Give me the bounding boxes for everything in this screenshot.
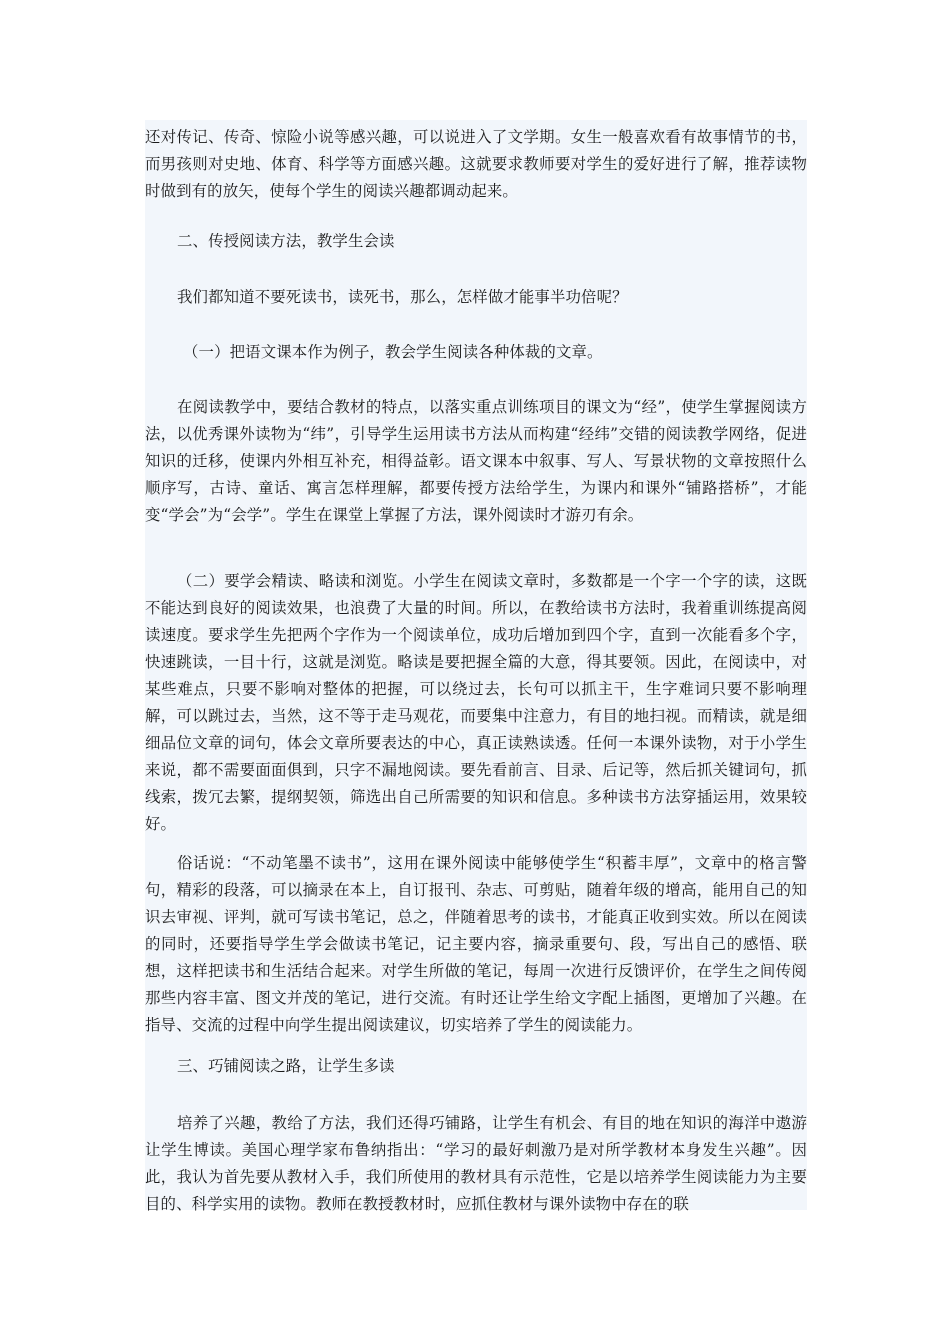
paragraph-reading-notes: 俗话说：“不动笔墨不读书”，这用在课外阅读中能够使学生“积蓄丰厚”，文章中的格言警句，精彩的段落，可以摘录在本上，自订报刊、杂志、可剪贴，随着年级的增高，能用自己的知识去审视、评判，就可写读书笔记，总之，伴随着思考的读书，才能真正收到实效。所以在阅读的同时，还要指导学生学会做读书笔记，记主要内容，摘录重要句、段，写出自己的感悟、联想，这样把读书和生活结合起来。对学生所做的笔记，每周一次进行反馈评价，在学生之间传阅那些内容丰富、图文并茂的笔记，进行交流。有时还让学生给文字配上插图，更增加了兴趣。在指导、交流的过程中向学生提出阅读建议，切实培养了学生的阅读能力。 [145, 854, 807, 1034]
paragraph-teaching-method: 在阅读教学中，要结合教材的特点，以落实重点训练项目的课文为“经”，使学生掌握阅读方法，以优秀课外读物为“纬”，引导学生运用读书方法从而构建“经纬”交错的阅读教学网络，促进知识的迁移，使课内外相互补充，相得益彰。语文课本中叙事、写人、写景状物的文章按照什么顺序写，古诗、童话、寓言怎样理解，都要传授方法给学生，为课内和课外“铺路搭桥”，才能变“学会”为“会学”。学生在课堂上掌握了方法，课外阅读时才游刃有余。 [145, 398, 807, 524]
paragraph-reading-speed: （二）要学会精读、略读和浏览。小学生在阅读文章时，多数都是一个字一个字的读，这既不能达到良好的阅读效果，也浪费了大量的时间。所以，在教给读书方法时，我着重训练提高阅读速度。要求学生先把两个字作为一个阅读单位，成功后增加到四个字，直到一次能看多个字，快速跳读，一目十行，这就是浏览。略读是要把握全篇的大意，得其要领。因此，在阅读中，对某些难点，只要不影响对整体的把握，可以绕过去，长句可以抓主干，生字难词只要不影响理解，可以跳过去，当然，这不等于走马观花，而要集中注意力，有目的地扫视。而精读，就是细细品位文章的词句，体会文章所要表达的中心，真正读熟读透。任何一本课外读物，对于小学生来说，都不需要面面俱到，只字不漏地阅读。要先看前言、目录、后记等，然后抓关键词句，抓线索，拨冗去繁，提纲契领，筛选出自己所需要的知识和信息。多种读书方法穿插运用，效果较好。 [145, 572, 807, 833]
paragraph-extensive-reading: 培养了兴趣，教给了方法，我们还得巧铺路，让学生有机会、有目的地在知识的海洋中遨游让学生博读。美国心理学家布鲁纳指出：“学习的最好刺激乃是对所学教材本身发生兴趣”。因此，我认为首先要从教材入手，我们所使用的教材具有示范性，它是以培养学生阅读能力为主要目的、科学实用的读物。教师在教授教材时，应抓住教材与课外读物中存在的联 [145, 1114, 807, 1213]
subheading-one: （一）把语文课本作为例子，教会学生阅读各种体裁的文章。 [183, 343, 603, 361]
paragraph-question: 我们都知道不要死读书，读死书，那么，怎样做才能事半功倍呢？ [177, 288, 628, 306]
section-heading-two: 二、传授阅读方法，教学生会读 [177, 232, 395, 250]
paragraph-interest-types: 还对传记、传奇、惊险小说等感兴趣，可以说进入了文学期。女生一般喜欢看有故事情节的书，而男孩则对史地、体育、科学等方面感兴趣。这就要求教师要对学生的爱好进行了解，推荐读物时做到有的放矢，使每个学生的阅读兴趣都调动起来。 [145, 128, 807, 200]
section-heading-three: 三、巧铺阅读之路，让学生多读 [177, 1057, 395, 1075]
